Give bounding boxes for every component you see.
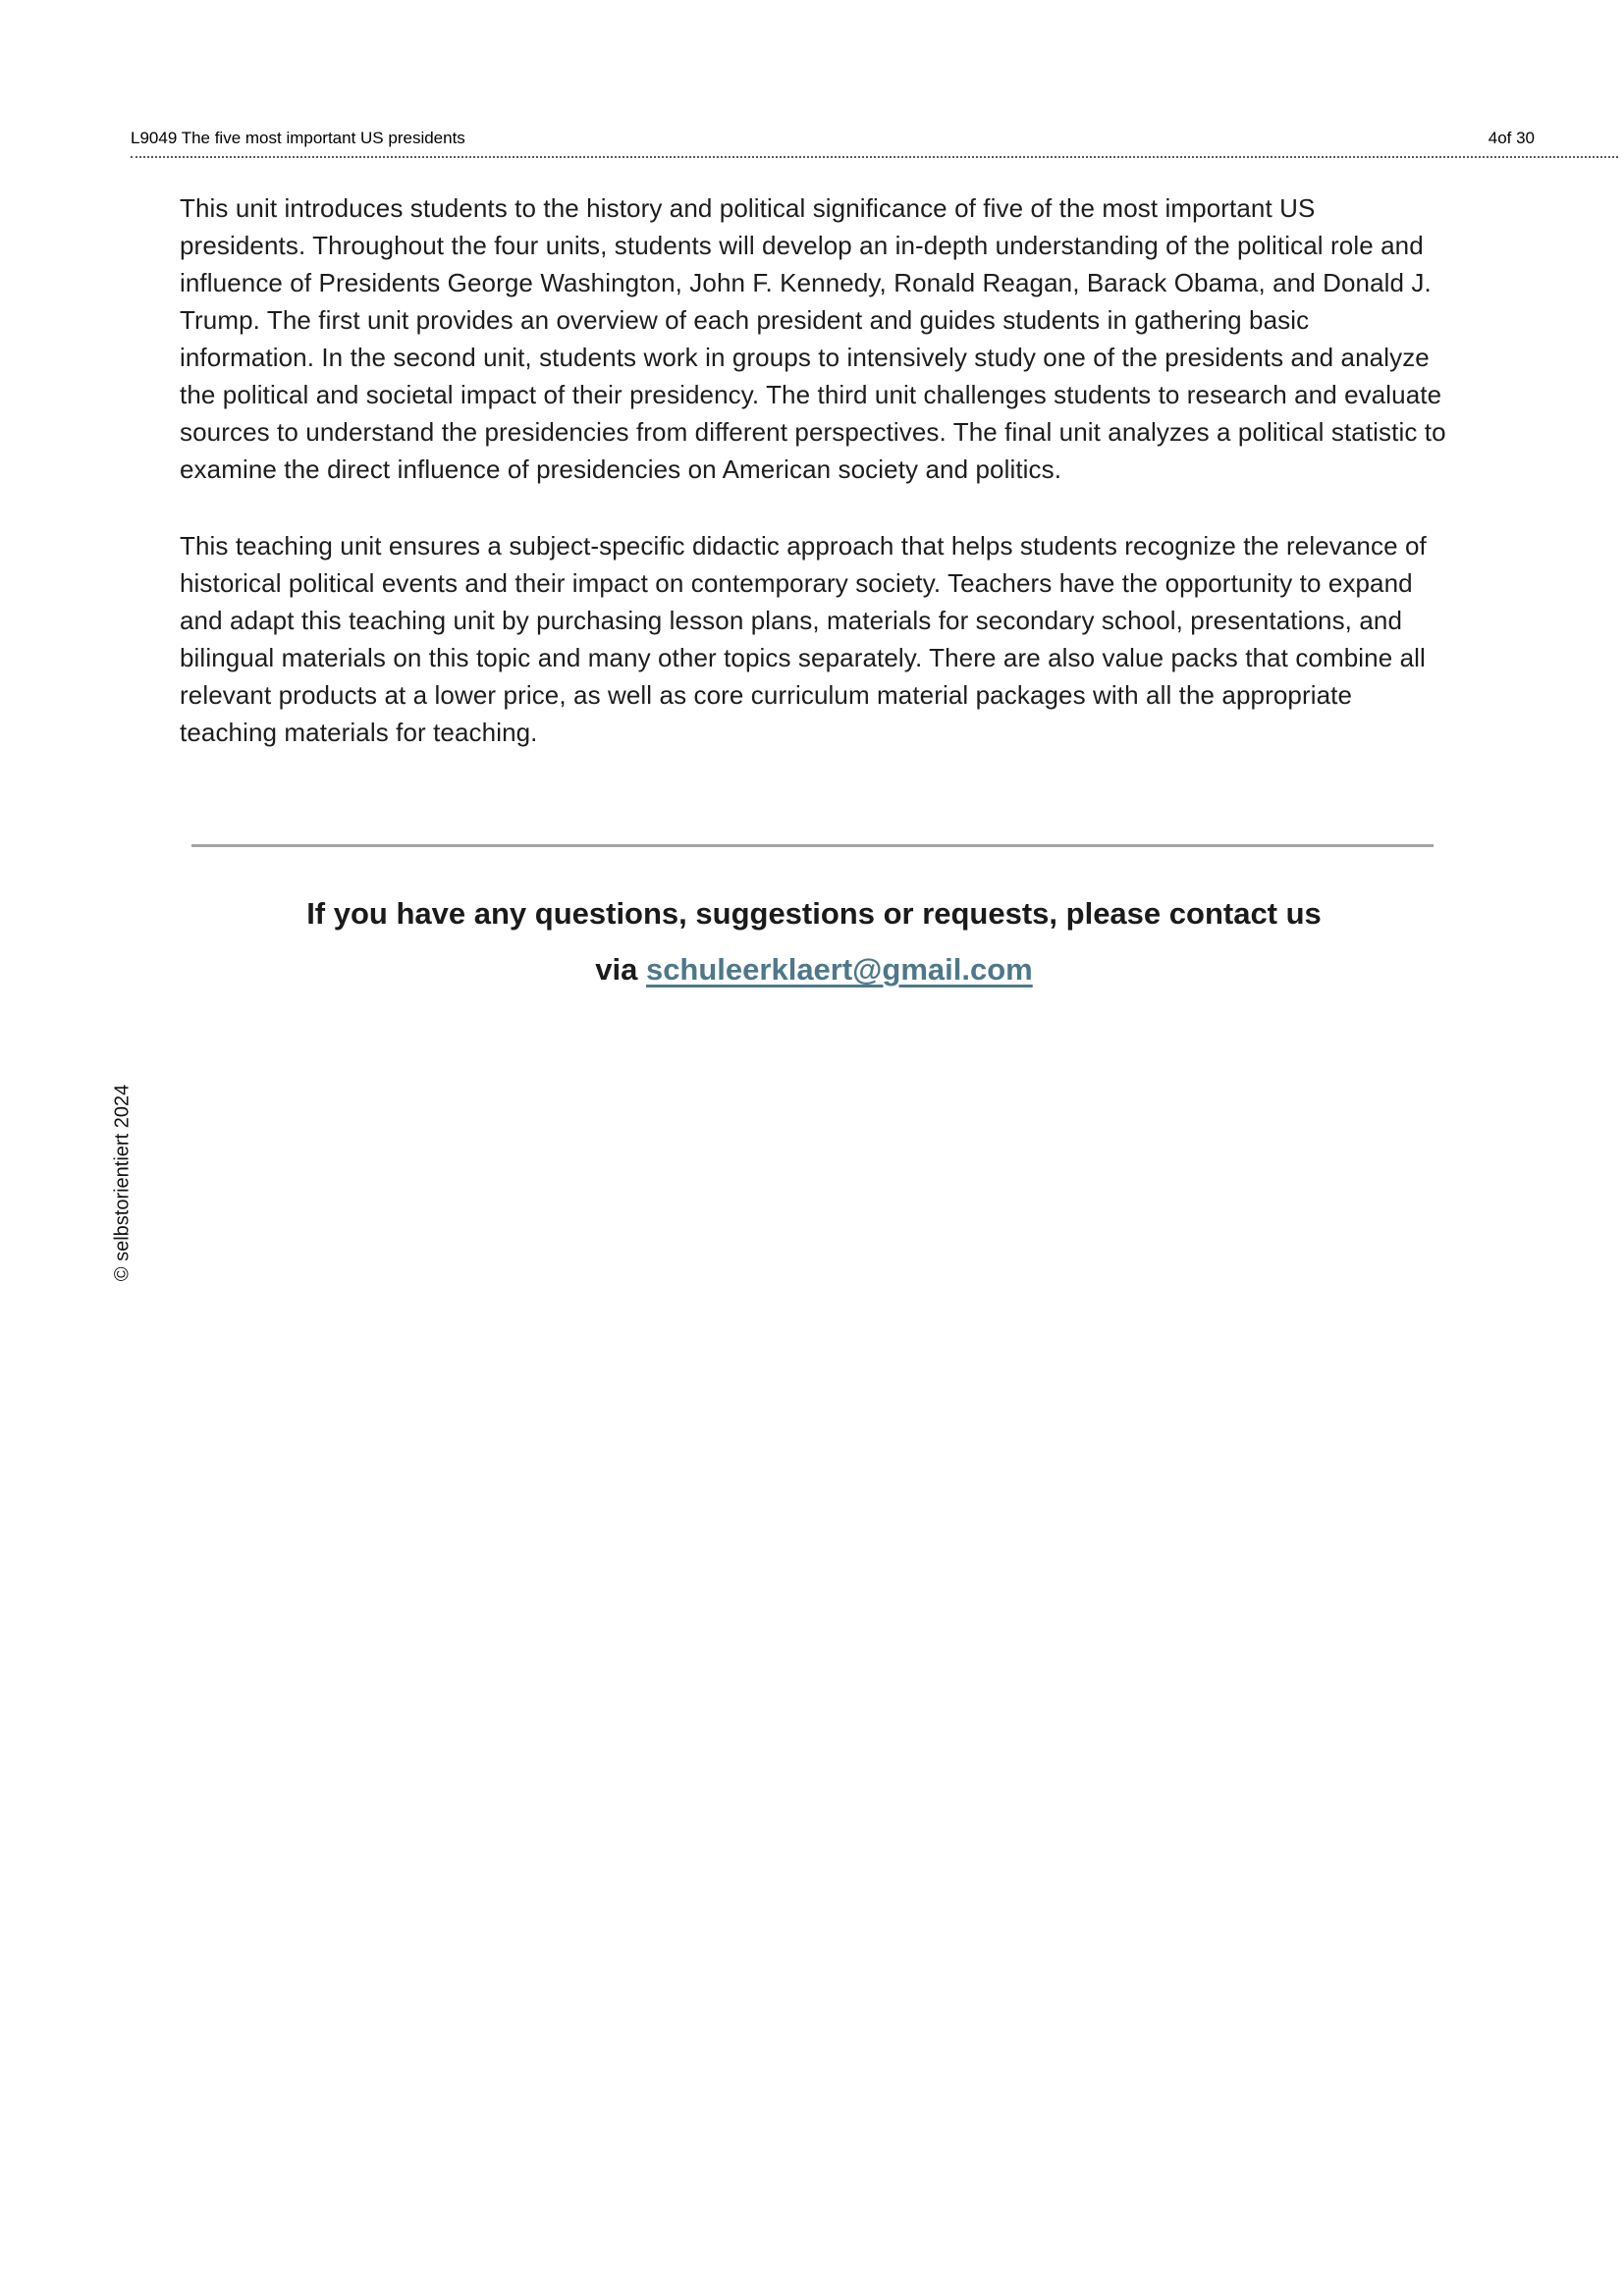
- copyright-vertical-text: © selbstorientiert 2024: [111, 1084, 134, 1282]
- header-page-indicator: 4of 30: [1488, 129, 1535, 147]
- document-body: [180, 189, 1448, 790]
- body-paragraph-2: This teaching unit ensures a subject-specific didactic approach that helps students recognize the relevance of historical political events and their impact on contemporary society. Teachers have the opportunity to expand and adapt this teaching unit by purchasing lesson plans, materials for secondary school, presentations, and bilingual materials on this topic and many other topics separately. There are also value packs that combine all relevant products at a lower price, as well as core curriculum material packages with all the appropriate teaching materials for teaching.: [180, 531, 1427, 747]
- contact-email-link[interactable]: schuleerklaert@gmail.com: [645, 952, 1033, 987]
- body-paragraph-1: This unit introduces students to the history and political significance of five of the most important US presidents. Throughout the four units, students will develop an in-depth understanding of the political role and influence of Presidents George Washington, John F. Kennedy, Ronald Reagan, Barack Obama, and Donald J. Trump. The first unit provides an overview of each president and guides students in gathering basic information. In the second unit, students work in groups to intensively study one of the presidents and analyze the political and societal impact of their presidency. The third unit challenges students to research and evaluate sources to understand the presidencies from different perspectives. The final unit analyzes a political statistic to examine the direct influence of presidencies on American society and politics.: [180, 193, 1446, 484]
- section-divider: [191, 844, 1434, 847]
- contact-via-text: via: [595, 952, 646, 987]
- page-header: [131, 127, 1618, 158]
- contact-heading-line1: If you have any questions, suggestions or requests, please contact us: [306, 896, 1322, 931]
- header-doc-title: L9049 The five most important US presidents: [131, 129, 465, 147]
- contact-heading-line2: [180, 941, 1448, 997]
- contact-section: [180, 885, 1448, 997]
